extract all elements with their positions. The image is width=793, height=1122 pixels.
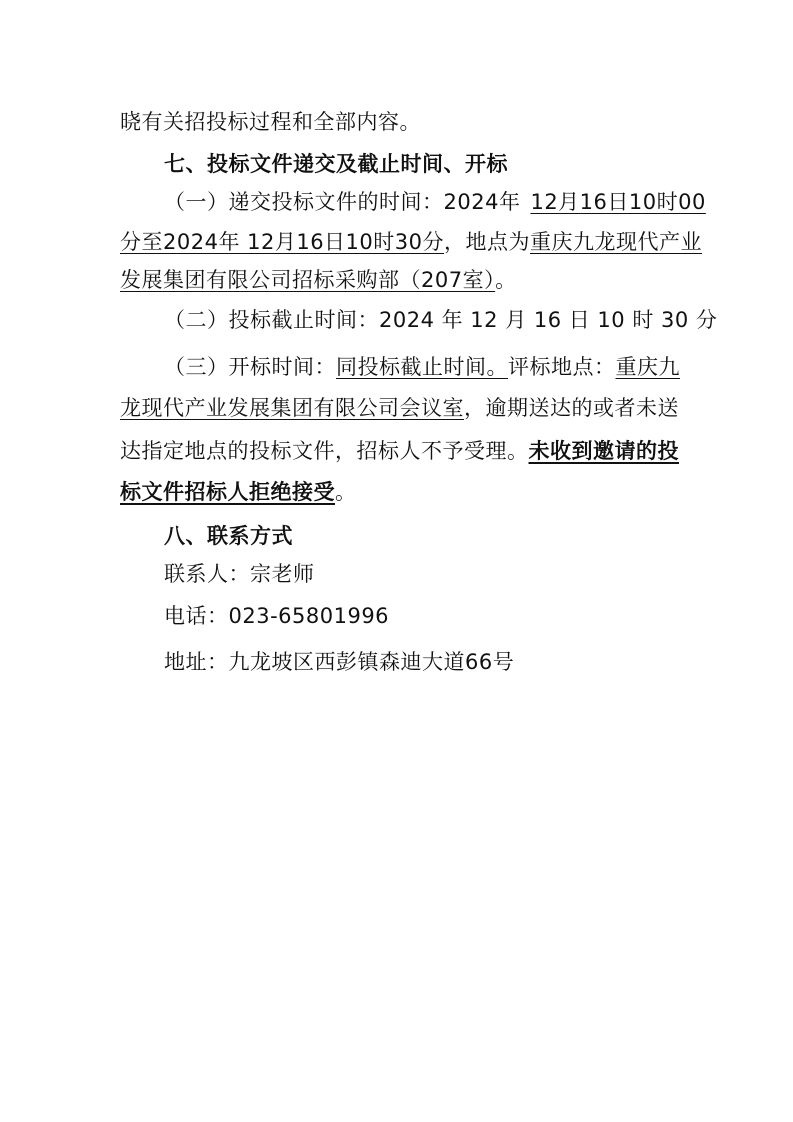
paragraph-text: 晓有关招投标过程和全部内容。 <box>120 110 421 134</box>
opening-time-label: （三）开标时间： <box>164 355 336 379</box>
rejection-text: 达指定地点的投标文件，招标人不予受理。 <box>120 439 529 463</box>
deadline-line: （二）投标截止时间：2024 年 12 月 16 日 10 时 30 分 <box>164 308 718 332</box>
late-delivery-text: ，逾期送达的或者未送 <box>464 396 679 420</box>
location-label: ，地点为 <box>444 230 531 254</box>
opening-time-value: 同投标截止时间。 <box>336 355 508 379</box>
submission-time-start: 12月16日10时00 <box>530 190 706 214</box>
submission-time-line-3 <box>120 266 680 294</box>
location-value-part2: 发展集团有限公司招标采购部（207室） <box>120 268 496 292</box>
contact-address: 地址：九龙坡区西彭镇森迪大道66号 <box>164 650 515 674</box>
contact-person: 联系人：宗老师 <box>164 562 315 586</box>
contact-phone: 电话：023-65801996 <box>164 604 390 628</box>
opening-time-line-1 <box>164 353 680 381</box>
opening-time-line-3 <box>120 437 680 465</box>
period-mark: 。 <box>495 268 517 292</box>
evaluation-location-label: 评标地点： <box>508 355 616 379</box>
paragraph-continuation <box>120 108 680 136</box>
period-mark: 。 <box>335 480 357 504</box>
uninvited-notice-part1: 未收到邀请的投 <box>528 439 679 463</box>
evaluation-location-part2: 龙现代产业发展集团有限公司会议室 <box>120 396 464 420</box>
section-7-heading: 七、投标文件递交及截止时间、开标 <box>164 152 508 176</box>
uninvited-notice-part2: 标文件招标人拒绝接受 <box>120 480 335 504</box>
submission-time-label: （一）递交投标文件的时间：2024年 <box>164 190 521 214</box>
submission-time-line-2 <box>120 228 703 256</box>
submission-time-line-1 <box>164 188 706 216</box>
opening-time-line-2 <box>120 394 680 422</box>
evaluation-location-part1: 重庆九 <box>615 355 680 379</box>
section-8-heading: 八、联系方式 <box>164 524 293 548</box>
submission-time-end: 分至2024年 12月16日10时30分 <box>120 230 445 254</box>
opening-time-line-4 <box>120 478 680 506</box>
location-value-part1: 重庆九龙现代产业 <box>530 230 703 254</box>
